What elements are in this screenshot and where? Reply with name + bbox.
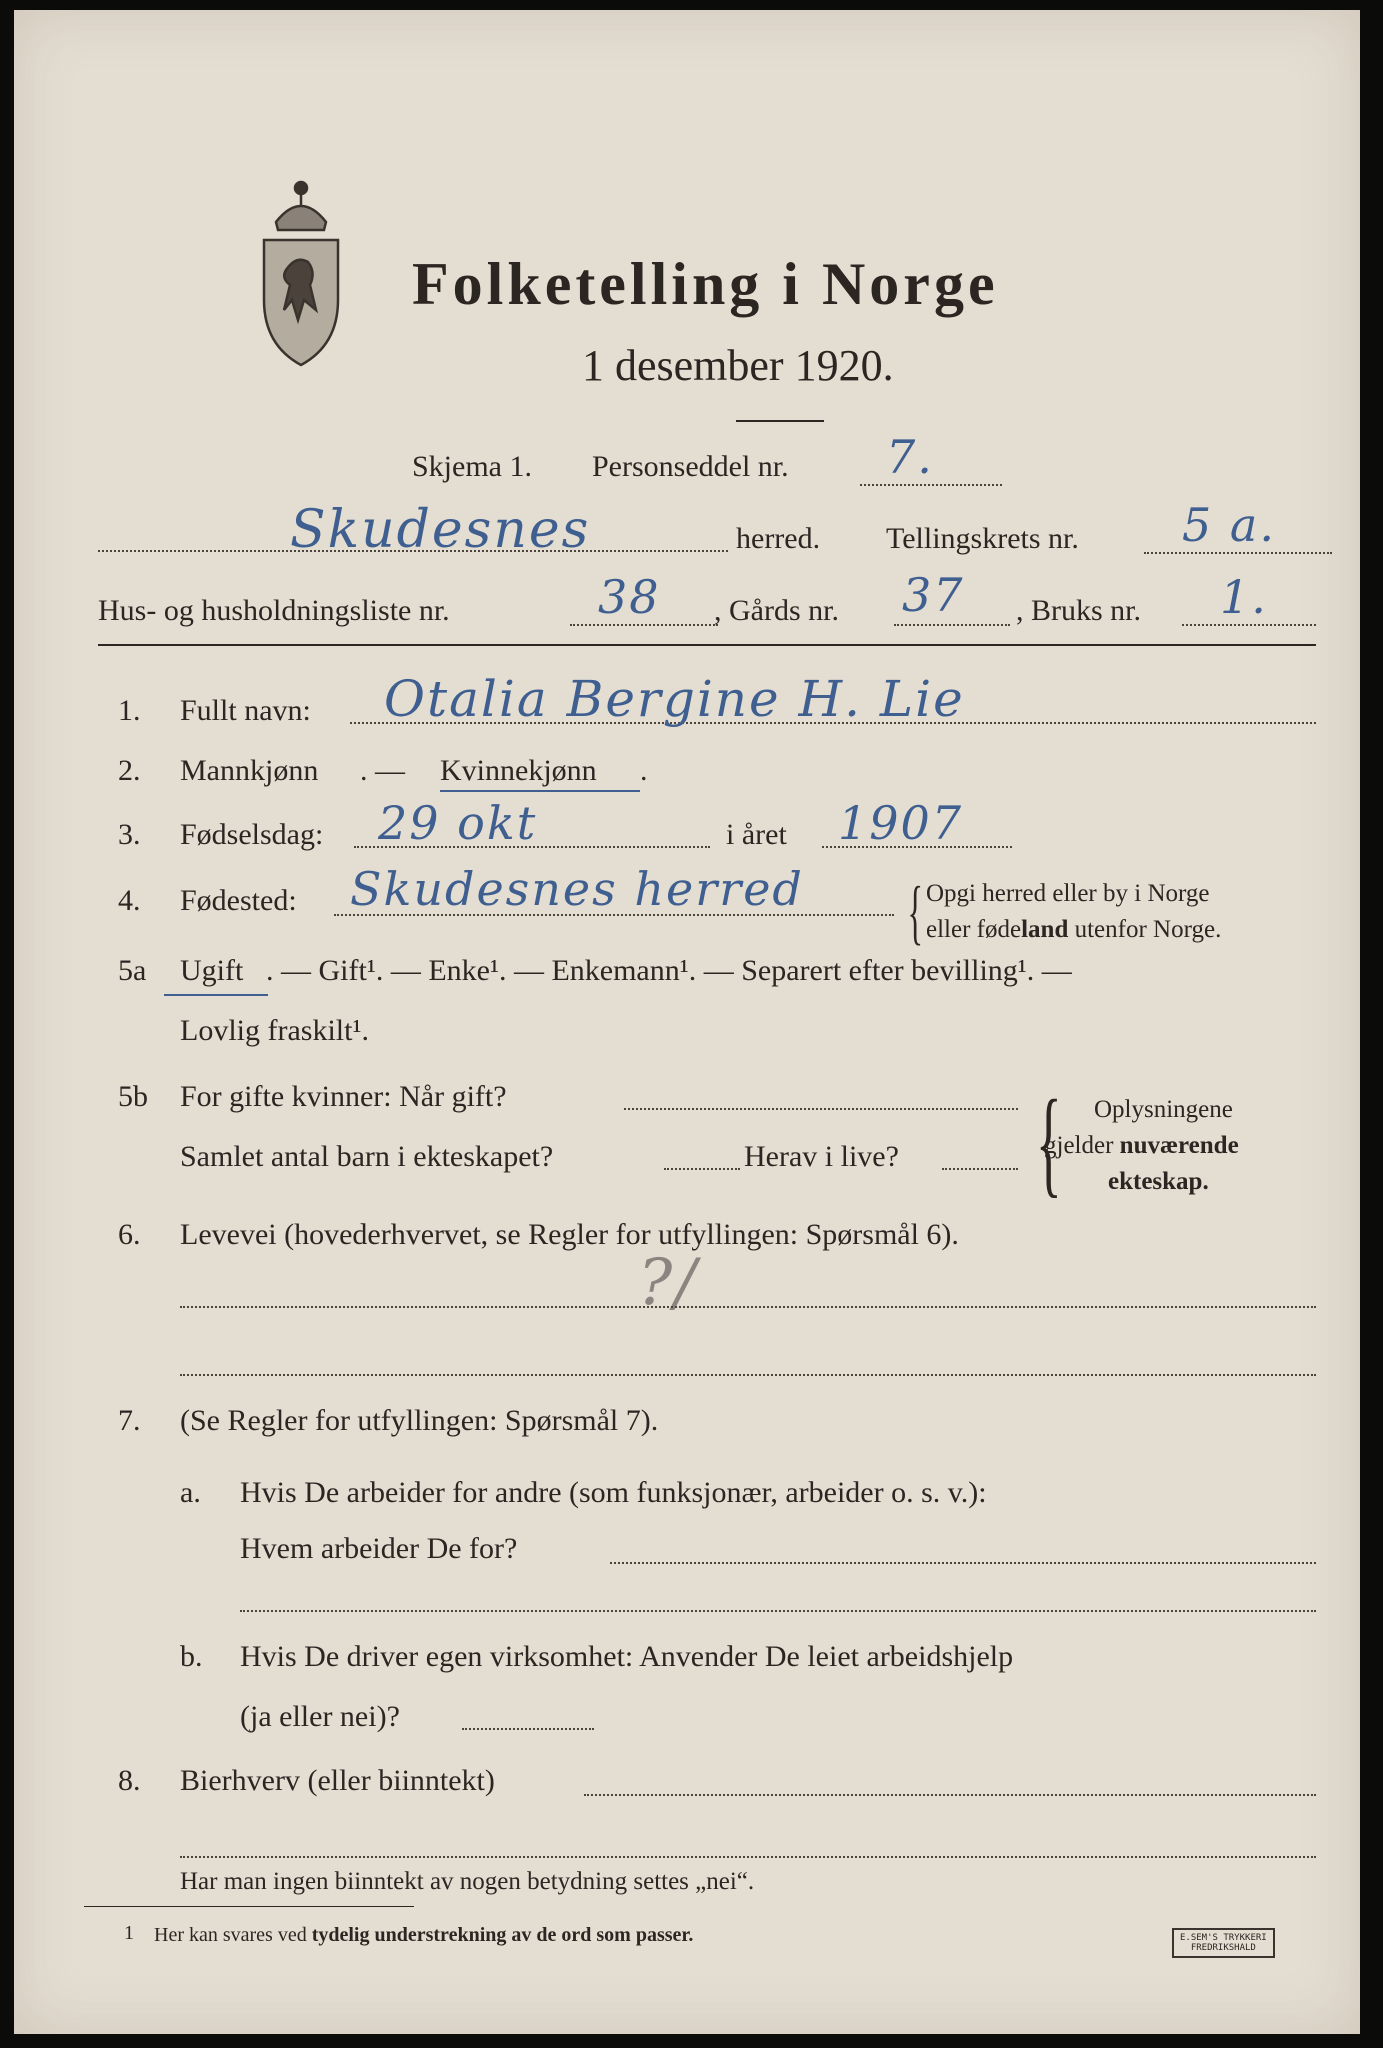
q8-line2 (180, 1856, 1316, 1858)
q7a-number: a. (180, 1476, 201, 1509)
q7-label: (Se Regler for utfyllingen: Spørsmål 7). (180, 1404, 659, 1437)
tellingskrets-value: 5 a. (1182, 498, 1276, 552)
q2-kvinne: Kvinnekjønn (440, 754, 597, 787)
hus-line (570, 624, 718, 626)
q7a-dots1 (610, 1562, 1316, 1564)
gards-value: 37 (902, 568, 965, 622)
q3-label: Fødselsdag: (180, 818, 324, 851)
q2-mann: Mannkjønn (180, 754, 319, 787)
q5b-brace: { (1035, 1075, 1062, 1208)
q3-year-value: 1907 (838, 796, 964, 850)
q4-note-line1: Opgi herred eller by i Norge (926, 880, 1210, 907)
q8-note: Har man ingen biinntekt av nogen betydning settes „nei“. (180, 1868, 755, 1895)
bruks-value: 1. (1220, 570, 1268, 624)
q5b-line1: For gifte kvinner: Når gift? (180, 1080, 507, 1113)
q4-note-line2: eller fødeland utenfor Norge. (926, 916, 1222, 943)
herred-label: herred. (736, 522, 821, 555)
q3-year-label: i året (726, 818, 787, 851)
personseddel-line (860, 484, 1002, 486)
q5a-line2: Lovlig fraskilt¹. (180, 1014, 369, 1047)
q1-label: Fullt navn: (180, 694, 311, 727)
q7b-dots (462, 1728, 594, 1730)
q7b-number: b. (180, 1640, 203, 1673)
q1-number: 1. (118, 694, 141, 727)
q6-line1 (180, 1306, 1316, 1308)
q8-number: 8. (118, 1764, 141, 1797)
q2-number: 2. (118, 754, 141, 787)
q3-number: 3. (118, 818, 141, 851)
q7a-line1: Hvis De arbeider for andre (som funksjonær, arbeider o. s. v.): (240, 1476, 987, 1509)
q7-number: 7. (118, 1404, 141, 1437)
q6-mark: ?/ (638, 1246, 698, 1320)
q5b-number: 5b (118, 1080, 148, 1113)
q5a-ugift-underline (164, 994, 268, 996)
q7b-line1: Hvis De driver egen virksomhet: Anvender De leiet arbeidshjelp (240, 1640, 1014, 1673)
skjema-label: Skjema 1. (412, 450, 532, 483)
printer-mark: E.SEM'S TRYKKERI FREDRIKSHALD (1172, 1928, 1275, 1958)
personseddel-value: 7. (886, 430, 934, 484)
q4-label: Fødested: (180, 884, 297, 917)
footnote-rule (84, 1906, 414, 1907)
gards-line (894, 624, 1010, 626)
gards-label: , Gårds nr. (714, 594, 839, 627)
q5b-line2a: Samlet antal barn i ekteskapet? (180, 1140, 554, 1173)
q7a-dots2 (240, 1610, 1316, 1612)
q2-end: . (640, 754, 648, 787)
footnote-text: Her kan svares ved tydelig understrekning av de ord som passer. (154, 1924, 694, 1946)
q8-line1 (584, 1794, 1316, 1796)
q8-label: Bierhverv (eller biinntekt) (180, 1764, 495, 1797)
q4-brace: { (907, 872, 924, 952)
tellingskrets-line (1144, 552, 1332, 554)
q3-value: 29 okt (378, 796, 538, 850)
q2-kvinne-underline (440, 790, 640, 792)
q2-separator: . — (360, 754, 405, 787)
coat-of-arms-icon (246, 160, 356, 370)
bruks-line (1182, 624, 1316, 626)
q5a-ugift: Ugift (180, 954, 244, 987)
herred-value: Skudesnes (290, 500, 591, 560)
q5b-line1-dots (624, 1108, 1018, 1110)
q4-value: Skudesnes herred (350, 862, 804, 916)
q6-number: 6. (118, 1218, 141, 1251)
q5b-barn-dots (664, 1168, 740, 1170)
tellingskrets-label: Tellingskrets nr. (886, 522, 1079, 555)
q6-line2 (180, 1374, 1316, 1376)
hus-value: 38 (598, 570, 661, 624)
q7b-line2: (ja eller nei)? (240, 1700, 400, 1733)
q1-value: Otalia Bergine H. Lie (384, 670, 965, 728)
hus-label: Hus- og husholdningsliste nr. (98, 594, 450, 627)
q5b-line2b: Herav i live? (744, 1140, 899, 1173)
form-title: Folketelling i Norge (412, 251, 999, 317)
census-date: 1 desember 1920. (582, 341, 894, 390)
q5b-live-dots (942, 1168, 1018, 1170)
q5a-options: . — Gift¹. — Enke¹. — Enkemann¹. — Separert efter bevilling¹. — (266, 954, 1072, 987)
q5b-note2: gjelder nuværende (1044, 1132, 1239, 1159)
q6-label: Levevei (hovederhvervet, se Regler for utfyllingen: Spørsmål 6). (180, 1218, 959, 1251)
title-divider (736, 420, 824, 422)
q7a-line2: Hvem arbeider De for? (240, 1532, 518, 1565)
q5b-note3: ekteskap. (1108, 1168, 1209, 1195)
q5a-number: 5a (118, 954, 147, 987)
q5b-note1: Oplysningene (1094, 1096, 1233, 1123)
census-form (14, 10, 1360, 2034)
q4-number: 4. (118, 884, 141, 917)
footnote-mark: 1 (124, 1922, 134, 1944)
bruks-label: , Bruks nr. (1016, 594, 1142, 627)
personseddel-label: Personseddel nr. (592, 450, 789, 483)
header-rule (98, 644, 1316, 646)
